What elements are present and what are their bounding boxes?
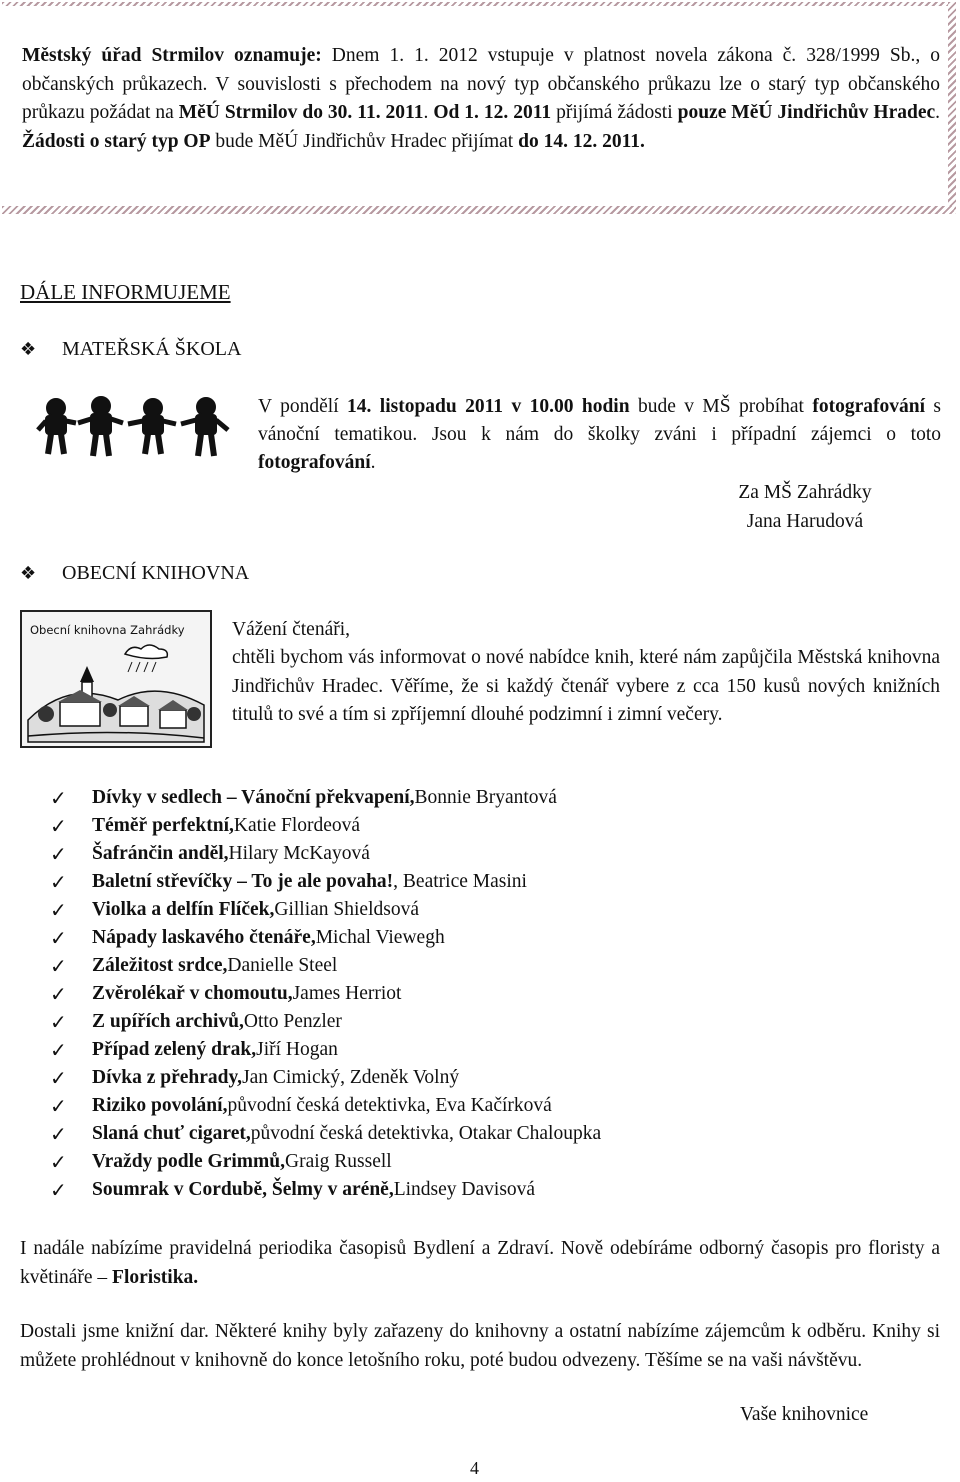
checkmark-icon: ✓ (50, 842, 67, 866)
checkmark-icon: ✓ (50, 982, 67, 1006)
section-heading: DÁLE INFORMUJEME (20, 280, 231, 304)
notice-lead: Městský úřad Strmilov oznamuje: (22, 45, 322, 66)
kindergarten-signature (700, 478, 910, 536)
book-author: Lindsey Davisová (393, 1179, 536, 1200)
book-author: James Herriot (292, 983, 402, 1004)
notice-span: MěÚ Strmilov do 30. 11. 2011 (178, 102, 424, 123)
list-item (50, 812, 601, 840)
list-item (50, 1064, 601, 1092)
diamond-bullet-icon: ❖ (20, 562, 37, 584)
book-title: Baletní střevíčky – To je ale povaha! (92, 871, 394, 892)
notice-span: . (935, 102, 941, 123)
book-title: Slaná chuť cigaret, (92, 1123, 251, 1144)
checkmark-icon: ✓ (50, 1150, 67, 1174)
notice-span: bude MěÚ Jindřichův Hradec přijímat (210, 130, 519, 152)
list-item (50, 980, 601, 1008)
list-item (50, 1148, 601, 1176)
notice-box-border-right (948, 2, 956, 214)
periodicals-bold: Floristika. (112, 1267, 199, 1288)
checkmark-icon: ✓ (50, 814, 67, 838)
signature-line: Jana Harudová (746, 511, 864, 532)
book-list (50, 784, 601, 1204)
page-number: 4 (470, 1458, 479, 1478)
list-item (50, 1008, 601, 1036)
checkmark-icon: ✓ (50, 1066, 67, 1090)
book-title: Záležitost srdce, (92, 955, 228, 976)
diamond-bullet-icon: ❖ (20, 338, 37, 360)
library-body: chtěli bychom vás informovat o nové nabídce knih, které nám zapůjčila Městská knihovna Jindřichův Hradec. Věříme, že si každý čtenář vybere z cca 150 kusů nových knižních titulů to své a tím si zpříjemní dlouhé podzimní i zimní večery. (232, 647, 940, 725)
book-author: Jan Cimický, Zdeněk Volný (242, 1067, 460, 1088)
notice-span: pouze MěÚ Jindřichův Hradec (677, 102, 936, 123)
book-title: Violka a delfín Flíček, (92, 899, 275, 920)
book-title: Vraždy podle Grimmů, (92, 1151, 286, 1172)
book-title: Dívka z přehrady, (92, 1067, 243, 1088)
checkmark-icon: ✓ (50, 926, 67, 950)
ms-span: 14. listopadu 2011 v 10.00 hodin (347, 396, 630, 417)
list-item (50, 868, 601, 896)
checkmark-icon: ✓ (50, 1094, 67, 1118)
ms-span: bude v MŠ probíhat (629, 396, 813, 417)
closing-signature: Vaše knihovnice (740, 1404, 869, 1425)
list-item (50, 924, 601, 952)
library-text (232, 616, 940, 729)
list-item (50, 1092, 601, 1120)
list-item (50, 896, 601, 924)
checkmark-icon: ✓ (50, 1122, 67, 1146)
book-title: Z upířích archivů, (92, 1011, 244, 1032)
ms-span: V pondělí (258, 396, 348, 417)
library-title (20, 562, 249, 585)
list-item (50, 1120, 601, 1148)
book-author: Michal Viewegh (315, 927, 445, 948)
kindergarten-text (258, 393, 941, 477)
notice-box-border-bottom (2, 206, 954, 214)
ms-span: . (370, 452, 376, 473)
book-author: Graig Russell (285, 1151, 392, 1172)
book-author: Otto Penzler (243, 1011, 342, 1032)
book-author: Jiří Hogan (256, 1039, 338, 1060)
book-title: Šafránčin anděl, (92, 843, 229, 864)
library-greeting: Vážení čtenáři, (232, 619, 351, 640)
ms-span: s vánoční tematikou. Jsou k nám do školky zváni i případní zájemci o toto (258, 396, 941, 445)
list-item (50, 1176, 601, 1204)
list-item (50, 784, 601, 812)
book-author: Katie Flordeová (233, 815, 361, 836)
book-title: Soumrak v Cordubě, Šelmy v aréně, (92, 1179, 394, 1200)
book-author: původní česká detektivka, Eva Kačírková (227, 1095, 552, 1116)
notice-span: . (423, 102, 434, 123)
periodicals-text: I nadále nabízíme pravidelná periodika časopisů Bydlení a Zdraví. Nově odebíráme odborný časopis pro floristy a květináře – (20, 1238, 940, 1288)
book-author: Gillian Shieldsová (274, 899, 419, 920)
periodicals-paragraph (20, 1234, 940, 1292)
notice-span: do 14. 12. 2011. (518, 130, 645, 152)
list-item (50, 1036, 601, 1064)
book-title: Riziko povolání, (92, 1095, 228, 1116)
checkmark-icon: ✓ (50, 1010, 67, 1034)
signature-line: Za MŠ Zahrádky (738, 482, 872, 503)
book-author: původní česká detektivka, Otakar Chaloupka (250, 1123, 602, 1144)
kindergarten-title-text: MATEŘSKÁ ŠKOLA (62, 338, 242, 360)
notice-text (22, 42, 940, 156)
book-author: , Beatrice Masini (393, 871, 527, 892)
notice-span: Žádosti o starý typ OP (22, 130, 211, 152)
notice-span: Od 1. 12. 2011 (433, 102, 552, 123)
list-item (50, 840, 601, 868)
book-author: Bonnie Bryantová (414, 787, 557, 808)
book-author: Danielle Steel (227, 955, 338, 976)
checkmark-icon: ✓ (50, 954, 67, 978)
checkmark-icon: ✓ (50, 898, 67, 922)
checkmark-icon: ✓ (50, 1038, 67, 1062)
checkmark-icon: ✓ (50, 1178, 67, 1202)
notice-span: přijímá žádosti (551, 102, 678, 123)
kindergarten-title (20, 338, 241, 361)
ms-span: fotografování (258, 452, 371, 473)
book-author: Hilary McKayová (228, 843, 370, 864)
notice-span: Dnem 1. 1. 2012 vstupuje v platnost novela zákona č. 328/1999 Sb., o občanských průkazech. V souvislosti s přechodem na nový typ občanského průkazu lze o starý typ občanského průkazu požádat na (22, 45, 940, 123)
library-logo (20, 610, 212, 748)
gift-paragraph: Dostali jsme knižní dar. Některé knihy byly zařazeny do knihovny a ostatní nabízíme zájemcům k odběru. Knihy si můžete prohlédnout v knihovně do konce letošního roku, poté budou odvezeny. Těšíme se na vaši návštěvu. (20, 1321, 940, 1371)
book-title: Téměř perfektní, (92, 815, 234, 836)
notice-box-border-top (2, 2, 954, 6)
library-title-text: OBECNÍ KNIHOVNA (62, 562, 250, 584)
checkmark-icon: ✓ (50, 870, 67, 894)
ms-span: fotografování (812, 396, 926, 417)
library-logo-text: Obecní knihovna Zahrádky (30, 623, 185, 637)
checkmark-icon: ✓ (50, 786, 67, 810)
list-item (50, 952, 601, 980)
book-title: Zvěrolékař v chomoutu, (92, 983, 293, 1004)
book-title: Dívky v sedlech – Vánoční překvapení, (92, 787, 415, 808)
book-title: Případ zelený drak, (92, 1039, 257, 1060)
book-title: Nápady laskavého čtenáře, (92, 927, 316, 948)
children-illustration (36, 396, 232, 462)
